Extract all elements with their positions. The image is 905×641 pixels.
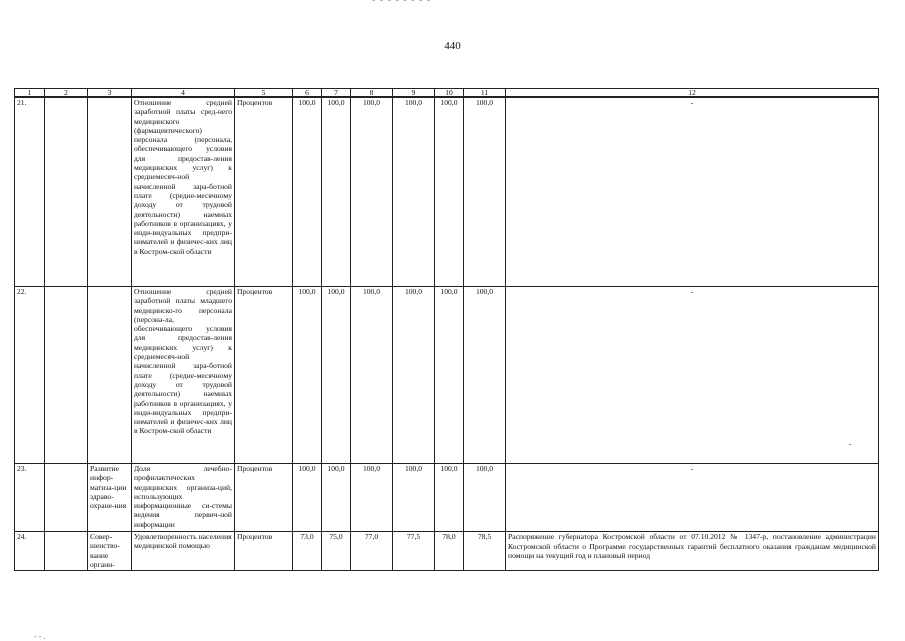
row-indicator: Отношение средней заработной платы младшего медицинско-го персонала (персона-ла, обеспечивающего условия для предостав-ления медицинских услуг) к среднемесяч-ной начисленной зара-ботной плате (средне-месячному доходу от трудовой деятельности) наемных работников в организациях, у инди-видуальных предпри-нимателей и физичес-ких лиц в Костром-ской области (132, 287, 235, 464)
header-cell-3: 3 (88, 89, 132, 98)
header-cell-9: 9 (393, 89, 435, 98)
row-col2 (45, 464, 88, 532)
row-value-6: 100,0 (293, 287, 322, 464)
header-cell-6: 6 (293, 89, 322, 98)
row-value-8: 100,0 (351, 97, 393, 287)
row-section: Совер-шенство-вание органи- (88, 532, 132, 571)
table-row (15, 532, 879, 571)
row-section (88, 287, 132, 464)
row-value-11: 100,0 (464, 464, 506, 532)
row-value-11: 100,0 (464, 97, 506, 287)
row-value-11: 100,0 (464, 287, 506, 464)
header-cell-11: 11 (464, 89, 506, 98)
row-section (88, 97, 132, 287)
header-cell-7: 7 (322, 89, 351, 98)
row-value-10: 100,0 (435, 287, 464, 464)
table-row (15, 97, 879, 287)
row-value-10: 100,0 (435, 464, 464, 532)
row-value-7: 100,0 (322, 464, 351, 532)
row-value-8: 100,0 (351, 464, 393, 532)
header-cell-8: 8 (351, 89, 393, 98)
stray-scan-mark: - (849, 440, 852, 448)
header-cell-1: 1 (15, 89, 45, 98)
row-value-9: 100,0 (393, 97, 435, 287)
header-row (15, 89, 879, 98)
row-value-10: 78,0 (435, 532, 464, 571)
top-scan-mark: - - - - - - - - (372, 0, 432, 6)
header-cell-10: 10 (435, 89, 464, 98)
header-cell-12: 12 (506, 89, 879, 98)
row-value-9: 100,0 (393, 287, 435, 464)
row-value-6: 100,0 (293, 97, 322, 287)
row-indicator: Отношение средней заработной платы сред-него медицинского (фармацевтического) персонала (персонала, обеспечивающего условия для предостав-ления медицинских услуг) к среднемесяч-ной начисленной зара-ботной плате (средне-месячному доходу от трудовой деятельности) наемных работников в организациях, у инди-видуальных предпри-нимателей и физичес-ких лиц в Костром-ской области (132, 97, 235, 287)
header-cell-4: 4 (132, 89, 235, 98)
row-value-6: 73,0 (293, 532, 322, 571)
row-number: 24. (15, 532, 45, 571)
row-note: Распоряжение губернатора Костромской области от 07.10.2012 № 1347-р, постановление администрации Костромской области о Программе государственных гарантий бесплатного оказания гражданам медицинской помощи на текущий год и плановый период (506, 532, 879, 571)
row-note: - (506, 97, 879, 287)
table-row (15, 287, 879, 464)
row-col2 (45, 97, 88, 287)
row-note: - (506, 464, 879, 532)
row-unit: Процентов (235, 97, 293, 287)
row-value-6: 100,0 (293, 464, 322, 532)
row-value-7: 100,0 (322, 287, 351, 464)
indicators-table (14, 88, 879, 571)
row-col2 (45, 532, 88, 571)
bottom-scan-mark: - - . (34, 632, 46, 641)
row-number: 23. (15, 464, 45, 532)
table-row (15, 464, 879, 532)
row-indicator: Доля лечебно-профилактических медицинских организа-ций, использующих информационные си-стемы ведения первич-ной информации (132, 464, 235, 532)
row-value-9: 77,5 (393, 532, 435, 571)
row-number: 22. (15, 287, 45, 464)
header-cell-5: 5 (235, 89, 293, 98)
row-section: Развитие инфор-матиза-ции здраво-охране-ния (88, 464, 132, 532)
row-value-9: 100,0 (393, 464, 435, 532)
row-value-10: 100,0 (435, 97, 464, 287)
row-value-7: 100,0 (322, 97, 351, 287)
header-cell-2: 2 (45, 89, 88, 98)
row-value-8: 77,0 (351, 532, 393, 571)
row-unit: Процентов (235, 464, 293, 532)
row-value-7: 75,0 (322, 532, 351, 571)
row-col2 (45, 287, 88, 464)
row-indicator: Удовлетворенность населения медицинской помощью (132, 532, 235, 571)
row-value-11: 78,5 (464, 532, 506, 571)
row-note: - (506, 287, 879, 464)
row-unit: Процентов (235, 532, 293, 571)
row-number: 21. (15, 97, 45, 287)
page-number: 440 (444, 40, 461, 52)
row-value-8: 100,0 (351, 287, 393, 464)
row-unit: Процентов (235, 287, 293, 464)
